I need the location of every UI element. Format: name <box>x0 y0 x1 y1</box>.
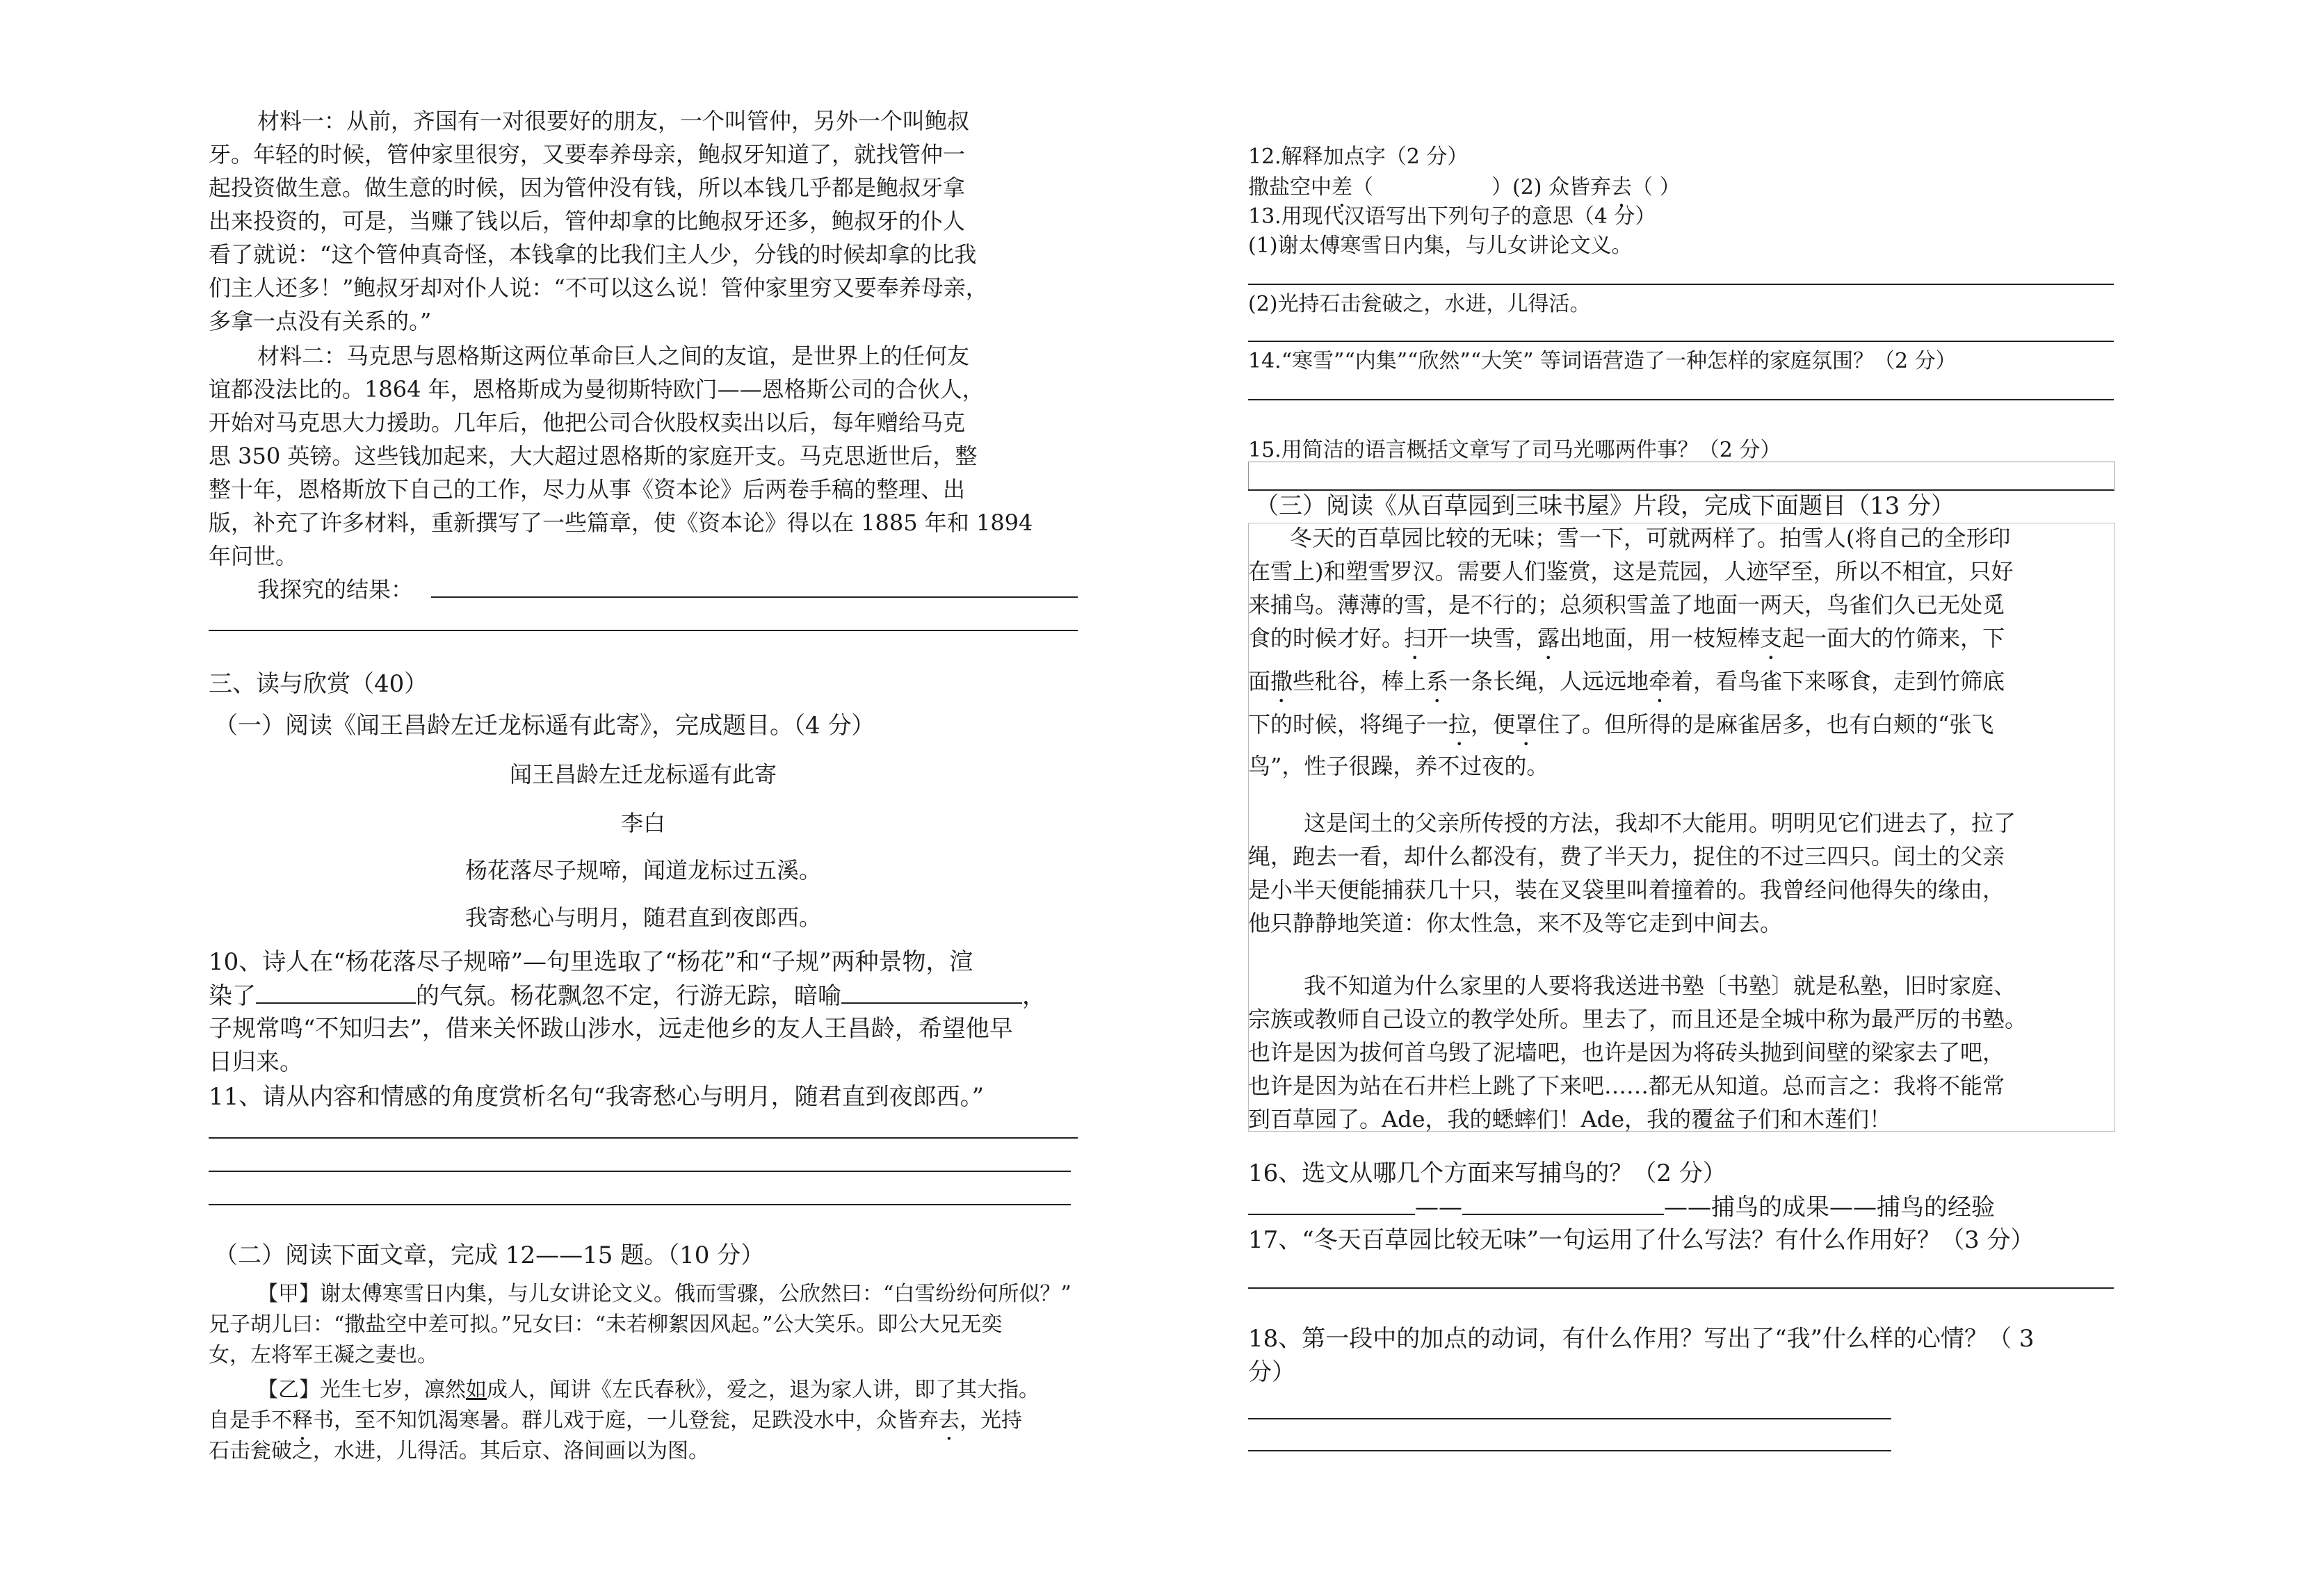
para1-line: 食的时候才好。 <box>1248 625 1405 651</box>
para2-line: 绳，跑去一看，却什么都没有，费了半天力，捉住的不过三四只。闰土的父亲 <box>1248 843 2005 870</box>
q15-answer-box[interactable] <box>1248 462 2115 491</box>
result-label: 我探究的结果： <box>257 576 414 603</box>
dotted-verb: 牵 <box>1649 668 1672 694</box>
para-text: 起一面大的竹筛来，下 <box>1782 625 2005 651</box>
answer-line[interactable] <box>209 1204 1071 1205</box>
para2-line: 这是闰土的父亲所传授的方法，我却不大能用。明明见它们进去了，拉了 <box>1304 810 2016 836</box>
para-text: 开一块雪， <box>1426 625 1538 651</box>
para1-line: 来捕鸟。薄薄的雪，是不行的；总须积雪盖了地面一两天，鸟雀们久已无处觅 <box>1248 592 2005 618</box>
answer-line[interactable] <box>1248 1450 1891 1451</box>
para-text: 出地面，用一枝短棒 <box>1560 625 1761 651</box>
answer-line[interactable] <box>1248 341 2114 342</box>
yi-line: 石击瓮破之，水进，儿得活。其后京、洛间画以为图。 <box>209 1439 709 1463</box>
q14: 14.“寒雪”“内集”“欣然”“大笑” 等词语营造了一种怎样的家庭氛围？（2 分） <box>1248 349 1957 373</box>
para-text: ，便 <box>1471 711 1516 738</box>
material1-line: 们主人还多！”鲍叔牙却对仆人说：“不可以这么说！管仲家里穷又要奉养母亲， <box>209 275 988 301</box>
yi-dotted-char: 去 <box>939 1408 960 1433</box>
q15: 15.用简洁的语言概括文章写了司马光哪两件事？（2 分） <box>1248 438 1781 462</box>
answer-line[interactable] <box>209 1171 1071 1172</box>
answer-line[interactable] <box>431 596 1078 598</box>
yi-text: 【乙】光生七岁，凛然 <box>257 1378 466 1402</box>
material1-line: 材料一：从前，齐国有一对很要好的朋友，一个叫管仲，另外一个叫鲍叔 <box>257 108 970 134</box>
para-text: 着，看鸟雀下来啄食，走到竹筛底 <box>1671 668 2005 694</box>
answer-line[interactable] <box>1248 1418 1891 1419</box>
yi-marked-char: 如 <box>466 1378 487 1402</box>
q18-line: 18、第一段中的加点的动词，有什么作用？写出了“我”什么样的心情？（ 3 <box>1248 1325 2035 1353</box>
para3-line: 我不知道为什么家里的人要将我送进书塾〔书塾〕就是私塾，旧时家庭、 <box>1304 972 2016 999</box>
q10-text: 染了 <box>209 982 256 1010</box>
q10-line: 日归来。 <box>209 1048 303 1076</box>
answer-line[interactable] <box>1248 284 2114 285</box>
material2-line: 思 350 英镑。这些钱加起来，大大超过恩格斯的家庭开支。马克思逝世后，整 <box>209 443 978 469</box>
para1-line <box>1248 708 1993 751</box>
yi-text: 成人，闻讲《左氏春秋》，爱之，退为家人讲，即了其大指。 <box>487 1378 1040 1402</box>
para-text: 面 <box>1248 668 1271 694</box>
q16: 16、选文从哪几个方面来写捕鸟的？（2 分） <box>1248 1159 1726 1187</box>
q16-blank-2[interactable] <box>1462 1190 1664 1215</box>
jia-line: 兄子胡儿曰：“撒盐空中差可拟。”兄女曰：“未若柳絮因风起。”公大笑乐。即公大兄无奕 <box>209 1312 1003 1337</box>
poem-line: 杨花落尽子规啼，闻道龙标过五溪。 <box>464 857 821 883</box>
poem-author: 李白 <box>620 810 665 836</box>
para1-line: 在雪上)和塑雪罗汉。需要人们鉴赏，这是荒园，人迹罕至，所以不相宜，只好 <box>1248 558 2014 585</box>
material1-line: 起投资做生意。做生意的时候，因为管仲没有钱，所以本钱几乎都是鲍叔牙拿 <box>209 174 966 201</box>
q13: 13.用现代汉语写出下列句子的意思（4 分） <box>1248 204 1656 229</box>
yi-line <box>257 1374 1040 1407</box>
para2-line: 是小半天便能捕获几十只，装在叉袋里叫着撞着的。我曾经问他得失的缘由， <box>1248 877 2005 903</box>
q17: 17、“冬天百草园比较无味”一句运用了什么写法？有什么作用好？（3 分） <box>1248 1226 2035 1254</box>
para1-line <box>1248 621 2005 665</box>
para-text: 一条长绳，人远远地 <box>1448 668 1649 694</box>
sub2-title: （二）阅读下面文章，完成 12——15 题。（10 分） <box>214 1241 765 1269</box>
para3-line: 宗族或教师自己设立的教学处所。里去了，而且还是全城中称为最严厉的书塾。 <box>1248 1006 2028 1032</box>
para-text: 些秕谷，棒上 <box>1293 668 1427 694</box>
q12-text: ）(2) 众皆弃 <box>1491 175 1612 200</box>
para2-line: 他只静静地笑道：你太性急，来不及等它走到中间去。 <box>1248 910 1783 936</box>
answer-line[interactable] <box>1248 399 2114 400</box>
answer-line[interactable] <box>209 1137 1078 1139</box>
answer-line[interactable] <box>1248 1287 2114 1289</box>
q18-line: 分） <box>1248 1358 1295 1386</box>
dotted-verb: 支 <box>1760 625 1783 651</box>
q10-line: 子规常鸣“不知归去”，借来关怀跋山涉水，远走他乡的友人王昌龄，希望他早 <box>209 1015 1013 1043</box>
dotted-verb: 罩 <box>1515 711 1538 738</box>
q12-text: （ <box>1352 175 1373 200</box>
material2-line: 材料二：马克思与恩格斯这两位革命巨人之间的友谊，是世界上的任何友 <box>257 343 970 369</box>
dotted-verb: 拉 <box>1448 711 1471 738</box>
dotted-verb: 露 <box>1537 625 1560 651</box>
q10-line <box>209 979 1046 1013</box>
sub3-title: （三）阅读《从百草园到三味书屋》片段，完成下面题目（13 分） <box>1255 492 1955 520</box>
q10-text: 的气氛。杨花飘忽不定，行游无踪，暗喻 <box>416 982 841 1010</box>
material1-line: 牙。年轻的时候，管仲家里很穷，又要奉养母亲，鲍叔牙知道了，就找管仲一 <box>209 141 966 168</box>
para3-line: 也许是因为站在石井栏上跳了下来吧……都无从知道。总而言之：我将不能常 <box>1248 1073 2005 1099</box>
q10-line: 10、诗人在“杨花落尽子规啼”—句里选取了“杨花”和“子规”两种景物，渲 <box>209 948 973 976</box>
q12-dotted-char: 差 <box>1332 175 1352 200</box>
para3-line: 到百草园了。Ade，我的蟋蟀们！Ade，我的覆盆子们和木莲们！ <box>1248 1106 1892 1132</box>
poem-line: 我寄愁心与明月，随君直到夜郎西。 <box>464 904 821 931</box>
q16-text: —— <box>1415 1194 1462 1221</box>
q12: 12.解释加点字（2 分） <box>1248 145 1469 169</box>
para1-line <box>1248 665 2005 708</box>
yi-dotted-char: 释 <box>292 1408 313 1433</box>
material2-line: 谊都没法比的。1864 年，恩格斯成为曼彻斯特欧门——恩格斯公司的合伙人， <box>209 376 985 402</box>
q16-text: ——捕鸟的成果——捕鸟的经验 <box>1664 1194 1995 1221</box>
q16-answer <box>1248 1190 1995 1224</box>
para3-line: 也许是因为拔何首乌毁了泥墙吧，也许是因为将砖头抛到间壁的梁家去了吧， <box>1248 1039 2005 1066</box>
dotted-verb: 撒 <box>1270 668 1293 694</box>
material2-line: 开始对马克思大力援助。几年后，他把公司合伙股权卖出以后，每年赠给马克 <box>209 409 966 436</box>
dotted-verb: 系 <box>1426 668 1449 694</box>
yi-text: ，光持 <box>960 1408 1022 1433</box>
poem-title: 闻王昌龄左迁龙标遥有此寄 <box>509 761 777 788</box>
q13-2: (2)光持石击瓮破之，水进，儿得活。 <box>1248 292 1591 316</box>
q12-text: （ ） <box>1632 175 1681 200</box>
yi-text: 书，至不知饥渴寒暑。群儿戏于庭，一儿登瓮，足跌没水中，众皆弃 <box>313 1408 939 1433</box>
answer-line[interactable] <box>209 630 1078 631</box>
q10-blank-2[interactable] <box>841 979 1022 1004</box>
para-text: 住了。但所得的是麻雀居多，也有白颊的“张飞 <box>1537 711 1994 738</box>
jia-line: 【甲】谢太傅寒雪日内集，与儿女讲论文义。俄而雪骤，公欣然曰：“白雪纷纷何所似？” <box>257 1282 1071 1306</box>
q12-text: 撒盐空中 <box>1248 175 1332 200</box>
q10-blank-1[interactable] <box>256 979 416 1004</box>
q12-dotted-char: 去 <box>1611 175 1633 200</box>
section3-title: 三、读与欣赏（40） <box>209 670 428 698</box>
jia-line: 女，左将军王凝之妻也。 <box>209 1343 438 1367</box>
material2-line: 年问世。 <box>209 543 298 569</box>
para1-line: 鸟”，性子很躁，养不过夜的。 <box>1248 753 1549 779</box>
para-text: 下的时候，将绳子一 <box>1248 711 1449 738</box>
q16-blank-1[interactable] <box>1248 1190 1415 1215</box>
material1-line: 出来投资的，可是，当赚了钱以后，管仲却拿的比鲍叔牙还多，鲍叔牙的仆人 <box>209 208 966 234</box>
q10-text: ， <box>1022 982 1046 1010</box>
material2-line: 版，补充了许多材料，重新撰写了一些篇章，使《资本论》得以在 1885 年和 1894 <box>209 510 1033 536</box>
q11: 11、请从内容和情感的角度赏析名句“我寄愁心与明月，随君直到夜郎西。” <box>209 1083 985 1111</box>
material1-line: 多拿一点没有关系的。” <box>209 308 432 334</box>
q13-1: (1)谢太傅寒雪日内集，与儿女讲论文义。 <box>1248 234 1633 258</box>
yi-text: 自是手不 <box>209 1408 292 1433</box>
sub1-title: （一）阅读《闻王昌龄左迁龙标遥有此寄》，完成题目。（4 分） <box>214 712 875 740</box>
para1-line: 冬天的百草园比较的无味；雪一下，可就两样了。拍雪人(将自己的全形印 <box>1290 525 2011 551</box>
material1-line: 看了就说：“这个管仲真奇怪，本钱拿的比我们主人少，分钱的时候却拿的比我 <box>209 241 977 268</box>
dotted-verb: 扫 <box>1404 625 1427 651</box>
material2-line: 整十年，恩格斯放下自己的工作，尽力从事《资本论》后两卷手稿的整理、出 <box>209 476 966 503</box>
